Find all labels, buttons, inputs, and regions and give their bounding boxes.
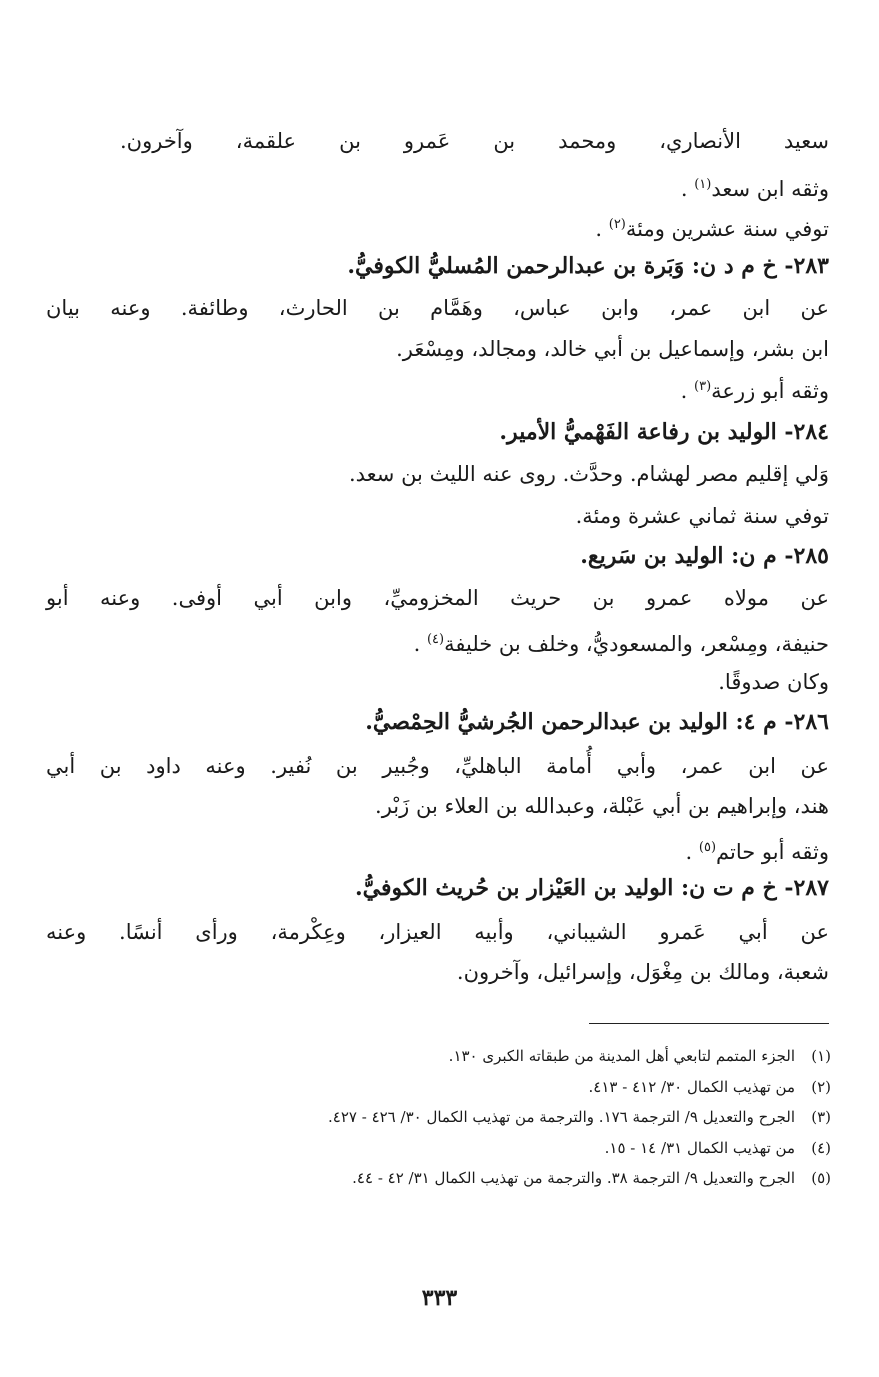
footnote-ref: (٢) [608,217,626,232]
footnote [328,1106,831,1128]
text-line: ابن بشر، وإسماعيل بن أبي خالد، ومجالد، ومِسْعَر. [396,337,829,361]
footnote-divider [589,1023,829,1024]
footnote [605,1137,831,1159]
entry-heading: ٢٨٣- خ م د ن: وَبَرة بن عبدالرحمن المُسليُّ الكوفيُّ. [347,253,829,279]
footnote-number: (٥) [811,1169,831,1187]
text-line: وثقه أبو حاتم$^{(٥)}$ . [685,840,829,864]
text-line: عن أبي عَمرو الشيباني، وأبيه العيزار، وعِكْرمة، ورأى أنسًا. وعنه [46,920,829,944]
footnote-text: من تهذيب الكمال ٣٠/ ٤١٢ - ٤١٣. [588,1078,795,1096]
footnote-text: الجرح والتعديل ٩/ الترجمة ١٧٦. والترجمة من تهذيب الكمال ٣٠/ ٤٢٦ - ٤٢٧. [328,1108,795,1126]
text-line: عن مولاه عمرو بن حريث المخزوميِّ، وابن أبي أوفى. وعنه أبو [46,586,829,610]
footnote-text: الجزء المتمم لتابعي أهل المدينة من طبقاته الكبرى ١٣٠. [448,1047,795,1065]
footnote-ref: (٣) [694,379,712,394]
footnote-text: من تهذيب الكمال ٣١/ ١٤ - ١٥. [604,1139,795,1157]
text-line: توفي سنة عشرين ومئة$^{(٢)}$ . [595,217,829,241]
entry-heading: ٢٨٤- الوليد بن رفاعة الفَهْميُّ الأمير. [499,419,829,445]
text-line: توفي سنة ثماني عشرة ومئة. [575,504,829,528]
footnote-text: الجرح والتعديل ٩/ الترجمة ٣٨. والترجمة من تهذيب الكمال ٣١/ ٤٢ - ٤٤. [352,1169,795,1187]
text-line: وكان صدوقًا. [718,670,829,694]
text-line: شعبة، ومالك بن مِغْوَل، وإسرائيل، وآخرون. [456,960,829,984]
text-line: حنيفة، ومِسْعر، والمسعوديُّ، وخلف بن خليفة$^{(٤)}$ . [413,632,829,656]
footnote-ref: (٥) [698,840,717,855]
text-line: سعيد الأنصاري، ومحمد بن عَمرو بن علقمة، وآخرون. [120,129,829,153]
page-number: ٣٣٣ [421,1285,458,1311]
text-line: عن ابن عمر، وأبي أُمامة الباهليِّ، وجُبير بن نُفير. وعنه داود بن أبي [46,754,829,778]
footnote [589,1076,831,1098]
footnote-number: (٢) [811,1078,831,1096]
text-line: وثقه أبو زرعة$^{(٣)}$ . [680,379,829,403]
entry-heading: ٢٨٦- م ٤: الوليد بن عبدالرحمن الجُرشيُّ الحِمْصيُّ. [365,709,829,735]
footnote-number: (١) [811,1047,831,1065]
footnote-number: (٣) [811,1108,831,1126]
text-line: وثقه ابن سعد$^{(١)}$ . [680,177,829,201]
footnote [449,1045,831,1067]
text-line: عن ابن عمر، وابن عباس، وهَمَّام بن الحارث، وطائفة. وعنه بيان [46,296,829,320]
text-line: وَلي إقليم مصر لهشام. وحدَّث. روى عنه الليث بن سعد. [348,462,829,486]
text-line: هند، وإبراهيم بن أبي عَبْلة، وعبدالله بن العلاء بن زَبْر. [375,794,829,818]
footnote-number: (٤) [811,1139,831,1157]
entry-heading: ٢٨٧- خ م ت ن: الوليد بن العَيْزار بن حُريث الكوفيُّ. [354,875,829,901]
entry-heading: ٢٨٥- م ن: الوليد بن سَريع. [580,543,829,569]
footnote-ref: (٤) [426,632,445,647]
footnote-ref: (١) [694,177,712,192]
footnote [352,1167,831,1189]
